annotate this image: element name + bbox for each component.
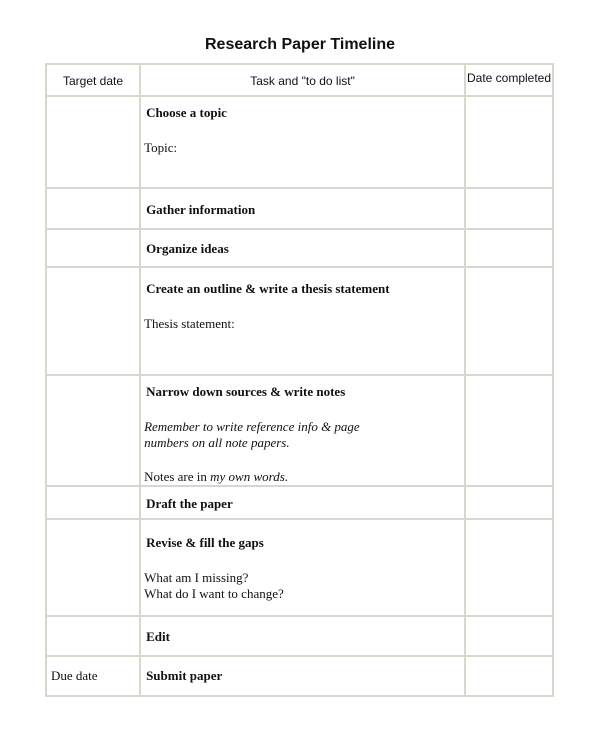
notes-line [144, 469, 464, 485]
header-date-completed: Date completed [465, 64, 553, 96]
date-completed-cell[interactable] [465, 519, 553, 616]
table-row [46, 375, 553, 486]
target-date-cell[interactable] [46, 519, 140, 616]
table-row [46, 96, 553, 188]
page-title: Research Paper Timeline [204, 36, 396, 53]
table-row [46, 486, 553, 519]
task-note: Topic: [144, 140, 178, 155]
task-note: Thesis statement: [144, 316, 235, 331]
task-title: Revise & fill the gaps [146, 535, 264, 550]
table-row [46, 188, 553, 229]
task-cell[interactable] [140, 229, 465, 267]
note-suffix: . [284, 469, 289, 484]
timeline-table [45, 63, 554, 697]
table-row [46, 519, 553, 616]
target-date-cell[interactable] [46, 188, 140, 229]
target-date-cell[interactable] [46, 267, 140, 375]
table-row [46, 656, 553, 696]
task-title: Organize ideas [146, 241, 229, 256]
target-date-cell[interactable] [46, 486, 140, 519]
reminder-note: Remember to write reference info & page numbers on all note papers. [144, 419, 360, 450]
table-row [46, 229, 553, 267]
task-cell[interactable] [140, 96, 465, 188]
date-completed-cell[interactable] [465, 96, 553, 188]
task-cell[interactable] [140, 656, 465, 696]
task-title: Create an outline & write a thesis statement [146, 281, 390, 296]
task-cell[interactable] [140, 188, 465, 229]
task-cell[interactable] [140, 267, 465, 375]
task-cell[interactable] [140, 519, 465, 616]
task-title: Gather information [146, 202, 256, 217]
date-completed-cell[interactable] [465, 486, 553, 519]
target-date-cell[interactable]: Due date [46, 656, 140, 696]
table-row [46, 267, 553, 375]
note-prefix: Notes are in [144, 469, 211, 484]
date-completed-cell[interactable] [465, 229, 553, 267]
task-cell[interactable] [140, 375, 465, 486]
task-note: What am I missing? [144, 570, 249, 585]
target-date-cell[interactable] [46, 229, 140, 267]
task-cell[interactable] [140, 486, 465, 519]
note-italic: my own words [210, 469, 285, 484]
task-title: Edit [146, 629, 170, 644]
task-cell[interactable] [140, 616, 465, 656]
date-completed-cell[interactable] [465, 616, 553, 656]
target-date-cell[interactable] [46, 96, 140, 188]
date-completed-cell[interactable] [465, 375, 553, 486]
task-title: Choose a topic [146, 105, 227, 120]
header-target-date: Target date [46, 64, 140, 96]
target-date-cell[interactable] [46, 616, 140, 656]
task-title: Narrow down sources & write notes [146, 384, 346, 399]
table-row [46, 616, 553, 656]
date-completed-cell[interactable] [465, 188, 553, 229]
header-task: Task and "to do list" [140, 64, 465, 96]
task-title: Submit paper [146, 668, 223, 683]
target-date-cell[interactable] [46, 375, 140, 486]
date-completed-cell[interactable] [465, 267, 553, 375]
task-note: What do I want to change? [144, 586, 284, 601]
header-row [46, 64, 553, 96]
date-completed-cell[interactable] [465, 656, 553, 696]
task-title: Draft the paper [146, 496, 233, 511]
